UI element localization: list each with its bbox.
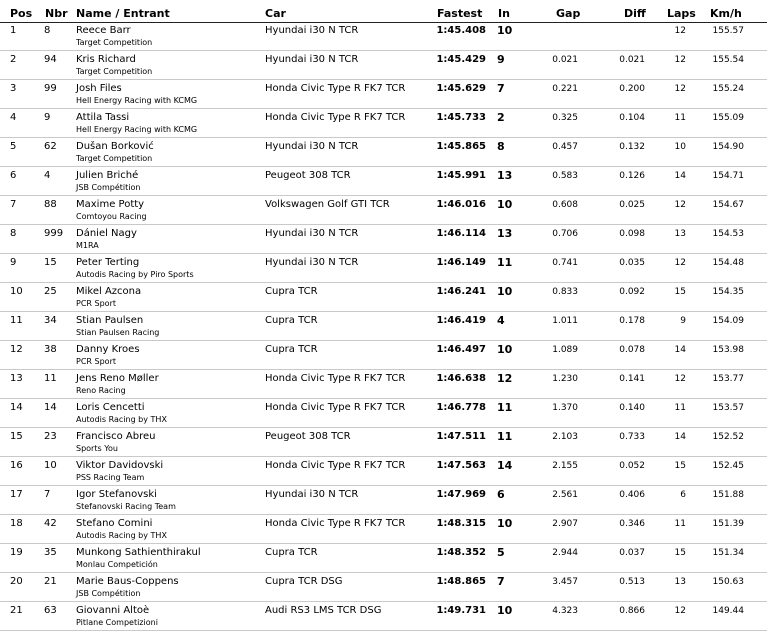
fastest-in-lap: 11	[497, 401, 513, 414]
driver-name: Reece Barr	[76, 25, 131, 36]
laps-value: 15	[674, 287, 686, 297]
cell-nbr: 25	[44, 286, 57, 297]
cell-nbr: 42	[44, 518, 57, 529]
entrant-name: Target Competition	[76, 67, 153, 76]
fastest-lap: 1:45.733	[436, 112, 486, 123]
entrant-name: PCR Sport	[76, 299, 116, 308]
diff-value: 0.178	[619, 316, 645, 326]
gap-value: 2.155	[552, 461, 578, 471]
table-row	[0, 486, 767, 515]
laps-value: 11	[674, 113, 686, 123]
laps-value: 14	[674, 432, 686, 442]
car-name: Peugeot 308 TCR	[265, 431, 351, 442]
laps-value: 14	[674, 345, 686, 355]
table-row	[0, 573, 767, 602]
fastest-lap: 1:47.969	[436, 489, 486, 500]
car-name: Cupra TCR	[265, 286, 318, 297]
fastest-lap: 1:46.638	[436, 373, 486, 384]
driver-name: Mikel Azcona	[76, 286, 142, 297]
laps-value: 12	[674, 258, 686, 268]
driver-name: Marie Baus-Coppens	[76, 576, 179, 587]
kmh-value: 155.54	[712, 55, 744, 65]
fastest-in-lap: 7	[497, 82, 505, 95]
kmh-value: 152.52	[712, 432, 744, 442]
driver-name: Dániel Nagy	[76, 228, 137, 239]
cell-pos: 16	[10, 460, 23, 471]
laps-value: 14	[674, 171, 686, 181]
cell-pos: 8	[10, 228, 17, 239]
table-row	[0, 544, 767, 573]
col-name-header: Name / Entrant	[76, 7, 170, 20]
driver-name: Kris Richard	[76, 54, 136, 65]
cell-nbr: 15	[44, 257, 57, 268]
col-gap-header: Gap	[556, 7, 581, 20]
cell-pos: 17	[10, 489, 23, 500]
gap-value: 2.103	[552, 432, 578, 442]
fastest-lap: 1:48.865	[436, 576, 486, 587]
gap-value: 0.021	[552, 55, 578, 65]
driver-name: Peter Terting	[76, 257, 140, 268]
col-diff-header: Diff	[624, 7, 646, 20]
laps-value: 13	[674, 577, 686, 587]
car-name: Hyundai i30 N TCR	[265, 141, 359, 152]
table-row	[0, 254, 767, 283]
driver-name: Viktor Davidovski	[76, 460, 164, 471]
fastest-lap: 1:46.419	[436, 315, 486, 326]
gap-value: 1.089	[552, 345, 578, 355]
kmh-value: 151.34	[712, 548, 744, 558]
cell-pos: 6	[10, 170, 17, 181]
entrant-name: Comtoyou Racing	[76, 212, 147, 221]
cell-nbr: 999	[44, 228, 64, 239]
cell-pos: 12	[10, 344, 23, 355]
gap-value: 0.741	[552, 258, 578, 268]
table-row	[0, 109, 767, 138]
fastest-lap: 1:48.352	[436, 547, 486, 558]
diff-value: 0.733	[619, 432, 645, 442]
laps-value: 13	[674, 229, 686, 239]
diff-value: 0.126	[619, 171, 645, 181]
driver-name: Stefano Comini	[76, 518, 153, 529]
laps-value: 12	[674, 200, 686, 210]
kmh-value: 154.53	[712, 229, 744, 239]
table-row	[0, 399, 767, 428]
fastest-lap: 1:45.629	[436, 83, 486, 94]
fastest-in-lap: 10	[497, 24, 513, 37]
gap-value: 0.221	[552, 84, 578, 94]
cell-nbr: 10	[44, 460, 57, 471]
fastest-in-lap: 10	[497, 604, 513, 617]
diff-value: 0.035	[619, 258, 645, 268]
diff-value: 0.092	[619, 287, 645, 297]
kmh-value: 155.57	[712, 26, 744, 36]
driver-name: Danny Kroes	[76, 344, 140, 355]
table-header	[0, 0, 767, 23]
kmh-value: 153.98	[712, 345, 744, 355]
laps-value: 12	[674, 374, 686, 384]
car-name: Hyundai i30 N TCR	[265, 489, 359, 500]
cell-nbr: 38	[44, 344, 57, 355]
entrant-name: PCR Sport	[76, 357, 116, 366]
cell-nbr: 62	[44, 141, 57, 152]
gap-value: 1.011	[552, 316, 578, 326]
fastest-in-lap: 11	[497, 256, 513, 269]
table-row	[0, 22, 767, 51]
table-row	[0, 167, 767, 196]
car-name: Cupra TCR	[265, 315, 318, 326]
cell-nbr: 14	[44, 402, 57, 413]
diff-value: 0.346	[619, 519, 645, 529]
cell-pos: 7	[10, 199, 17, 210]
fastest-in-lap: 2	[497, 111, 505, 124]
driver-name: Maxime Potty	[76, 199, 145, 210]
driver-name: Dušan Borković	[76, 141, 154, 152]
diff-value: 0.078	[619, 345, 645, 355]
kmh-value: 155.24	[712, 84, 744, 94]
entrant-name: Target Competition	[76, 38, 153, 47]
driver-name: Loris Cencetti	[76, 402, 145, 413]
cell-nbr: 35	[44, 547, 57, 558]
kmh-value: 154.90	[712, 142, 744, 152]
diff-value: 0.406	[619, 490, 645, 500]
driver-name: Giovanni Altoè	[76, 605, 150, 616]
laps-value: 11	[674, 403, 686, 413]
table-row	[0, 312, 767, 341]
fastest-in-lap: 10	[497, 343, 513, 356]
fastest-lap: 1:45.408	[436, 25, 486, 36]
car-name: Audi RS3 LMS TCR DSG	[265, 605, 382, 616]
cell-pos: 5	[10, 141, 17, 152]
cell-pos: 2	[10, 54, 17, 65]
laps-value: 12	[674, 84, 686, 94]
gap-value: 4.323	[552, 606, 578, 616]
table-row	[0, 196, 767, 225]
cell-nbr: 4	[44, 170, 51, 181]
gap-value: 1.230	[552, 374, 578, 384]
gap-value: 1.370	[552, 403, 578, 413]
fastest-in-lap: 9	[497, 53, 505, 66]
fastest-in-lap: 13	[497, 227, 513, 240]
cell-pos: 20	[10, 576, 23, 587]
laps-value: 6	[680, 490, 686, 500]
col-in-header: In	[498, 7, 510, 20]
cell-pos: 21	[10, 605, 23, 616]
cell-pos: 3	[10, 83, 17, 94]
cell-nbr: 63	[44, 605, 57, 616]
cell-nbr: 34	[44, 315, 57, 326]
laps-value: 15	[674, 461, 686, 471]
entrant-name: Stefanovski Racing Team	[76, 502, 176, 511]
cell-pos: 18	[10, 518, 23, 529]
gap-value: 2.907	[552, 519, 578, 529]
entrant-name: Autodis Racing by Piro Sports	[76, 270, 194, 279]
entrant-name: Reno Racing	[76, 386, 126, 395]
col-fastest-header: Fastest	[437, 7, 483, 20]
car-name: Hyundai i30 N TCR	[265, 54, 359, 65]
fastest-in-lap: 13	[497, 169, 513, 182]
gap-value: 2.561	[552, 490, 578, 500]
driver-name: Stian Paulsen	[76, 315, 144, 326]
kmh-value: 153.77	[712, 374, 744, 384]
laps-value: 11	[674, 519, 686, 529]
table-row	[0, 283, 767, 312]
fastest-lap: 1:46.114	[436, 228, 486, 239]
entrant-name: PSS Racing Team	[76, 473, 145, 482]
cell-pos: 13	[10, 373, 23, 384]
driver-name: Julien Briché	[76, 170, 139, 181]
driver-name: Jens Reno Møller	[76, 373, 159, 384]
fastest-lap: 1:47.563	[436, 460, 486, 471]
table-row	[0, 515, 767, 544]
entrant-name: Target Competition	[76, 154, 153, 163]
gap-value: 0.833	[552, 287, 578, 297]
cell-pos: 4	[10, 112, 17, 123]
diff-value: 0.200	[619, 84, 645, 94]
car-name: Cupra TCR	[265, 344, 318, 355]
car-name: Hyundai i30 N TCR	[265, 257, 359, 268]
driver-name: Francisco Abreu	[76, 431, 156, 442]
fastest-lap: 1:46.778	[436, 402, 486, 413]
fastest-in-lap: 10	[497, 198, 513, 211]
fastest-in-lap: 4	[497, 314, 505, 327]
fastest-lap: 1:49.731	[436, 605, 486, 616]
results-table-body	[0, 22, 767, 631]
table-row	[0, 457, 767, 486]
laps-value: 12	[674, 606, 686, 616]
cell-nbr: 9	[44, 112, 51, 123]
cell-nbr: 88	[44, 199, 57, 210]
driver-name: Attila Tassi	[76, 112, 130, 123]
table-row	[0, 370, 767, 399]
cell-nbr: 23	[44, 431, 57, 442]
gap-value: 0.325	[552, 113, 578, 123]
laps-value: 9	[680, 316, 686, 326]
kmh-value: 149.44	[712, 606, 744, 616]
table-row	[0, 80, 767, 109]
fastest-in-lap: 14	[497, 459, 513, 472]
cell-pos: 19	[10, 547, 23, 558]
car-name: Honda Civic Type R FK7 TCR	[265, 373, 406, 384]
driver-name: Igor Stefanovski	[76, 489, 157, 500]
entrant-name: Hell Energy Racing with KCMG	[76, 96, 198, 105]
laps-value: 10	[674, 142, 686, 152]
kmh-value: 155.09	[712, 113, 744, 123]
car-name: Honda Civic Type R FK7 TCR	[265, 83, 406, 94]
col-pos-header: Pos	[10, 7, 33, 20]
entrant-name: Autodis Racing by THX	[76, 531, 167, 540]
kmh-value: 154.09	[712, 316, 744, 326]
diff-value: 0.037	[619, 548, 645, 558]
col-car-header: Car	[265, 7, 286, 20]
gap-value: 3.457	[552, 577, 578, 587]
kmh-value: 154.48	[712, 258, 744, 268]
fastest-lap: 1:46.241	[436, 286, 486, 297]
cell-nbr: 7	[44, 489, 51, 500]
cell-pos: 9	[10, 257, 17, 268]
entrant-name: Hell Energy Racing with KCMG	[76, 125, 198, 134]
gap-value: 0.608	[552, 200, 578, 210]
cell-nbr: 8	[44, 25, 51, 36]
gap-value: 2.944	[552, 548, 578, 558]
entrant-name: Monlau Competición	[76, 560, 158, 569]
car-name: Volkswagen Golf GTI TCR	[265, 199, 390, 210]
car-name: Cupra TCR DSG	[265, 576, 343, 587]
col-nbr-header: Nbr	[45, 7, 68, 20]
kmh-value: 154.71	[712, 171, 744, 181]
diff-value: 0.021	[619, 55, 645, 65]
cell-pos: 10	[10, 286, 23, 297]
col-kmh-header: Km/h	[710, 7, 742, 20]
fastest-lap: 1:47.511	[436, 431, 486, 442]
cell-nbr: 21	[44, 576, 57, 587]
cell-pos: 15	[10, 431, 23, 442]
table-row	[0, 602, 767, 631]
fastest-in-lap: 12	[497, 372, 513, 385]
kmh-value: 154.67	[712, 200, 744, 210]
driver-name: Josh Files	[76, 83, 122, 94]
laps-value: 12	[674, 55, 686, 65]
laps-value: 15	[674, 548, 686, 558]
fastest-lap: 1:45.865	[436, 141, 486, 152]
fastest-in-lap: 10	[497, 517, 513, 530]
fastest-lap: 1:48.315	[436, 518, 486, 529]
car-name: Peugeot 308 TCR	[265, 170, 351, 181]
diff-value: 0.098	[619, 229, 645, 239]
col-laps-header: Laps	[667, 7, 696, 20]
fastest-in-lap: 11	[497, 430, 513, 443]
car-name: Honda Civic Type R FK7 TCR	[265, 518, 406, 529]
diff-value: 0.513	[619, 577, 645, 587]
car-name: Honda Civic Type R FK7 TCR	[265, 112, 406, 123]
gap-value: 0.457	[552, 142, 578, 152]
entrant-name: Sports You	[76, 444, 118, 453]
fastest-lap: 1:46.497	[436, 344, 486, 355]
entrant-name: Stian Paulsen Racing	[76, 328, 160, 337]
kmh-value: 154.35	[712, 287, 744, 297]
diff-value: 0.141	[619, 374, 645, 384]
diff-value: 0.052	[619, 461, 645, 471]
entrant-name: JSB Compétition	[76, 183, 141, 192]
cell-pos: 14	[10, 402, 23, 413]
fastest-in-lap: 7	[497, 575, 505, 588]
fastest-in-lap: 6	[497, 488, 505, 501]
driver-name: Munkong Sathienthirakul	[76, 547, 201, 558]
cell-nbr: 11	[44, 373, 57, 384]
fastest-lap: 1:45.429	[436, 54, 486, 65]
entrant-name: Autodis Racing by THX	[76, 415, 167, 424]
entrant-name: M1RA	[76, 241, 99, 250]
table-row	[0, 225, 767, 254]
fastest-lap: 1:46.149	[436, 257, 486, 268]
gap-value: 0.583	[552, 171, 578, 181]
diff-value: 0.132	[619, 142, 645, 152]
cell-pos: 1	[10, 25, 17, 36]
diff-value: 0.140	[619, 403, 645, 413]
kmh-value: 151.39	[712, 519, 744, 529]
table-row	[0, 51, 767, 80]
diff-value: 0.104	[619, 113, 645, 123]
table-row	[0, 138, 767, 167]
cell-nbr: 99	[44, 83, 57, 94]
car-name: Hyundai i30 N TCR	[265, 25, 359, 36]
cell-nbr: 94	[44, 54, 57, 65]
car-name: Honda Civic Type R FK7 TCR	[265, 402, 406, 413]
entrant-name: Pitlane Competizioni	[76, 618, 158, 627]
kmh-value: 151.88	[712, 490, 744, 500]
cell-pos: 11	[10, 315, 23, 326]
diff-value: 0.866	[619, 606, 645, 616]
kmh-value: 150.63	[712, 577, 744, 587]
diff-value: 0.025	[619, 200, 645, 210]
fastest-in-lap: 8	[497, 140, 505, 153]
gap-value: 0.706	[552, 229, 578, 239]
car-name: Honda Civic Type R FK7 TCR	[265, 460, 406, 471]
car-name: Hyundai i30 N TCR	[265, 228, 359, 239]
table-row	[0, 341, 767, 370]
fastest-in-lap: 10	[497, 285, 513, 298]
kmh-value: 152.45	[712, 461, 744, 471]
laps-value: 12	[674, 26, 686, 36]
entrant-name: JSB Compétition	[76, 589, 141, 598]
fastest-in-lap: 5	[497, 546, 505, 559]
table-row	[0, 428, 767, 457]
fastest-lap: 1:46.016	[436, 199, 486, 210]
car-name: Cupra TCR	[265, 547, 318, 558]
kmh-value: 153.57	[712, 403, 744, 413]
fastest-lap: 1:45.991	[436, 170, 486, 181]
